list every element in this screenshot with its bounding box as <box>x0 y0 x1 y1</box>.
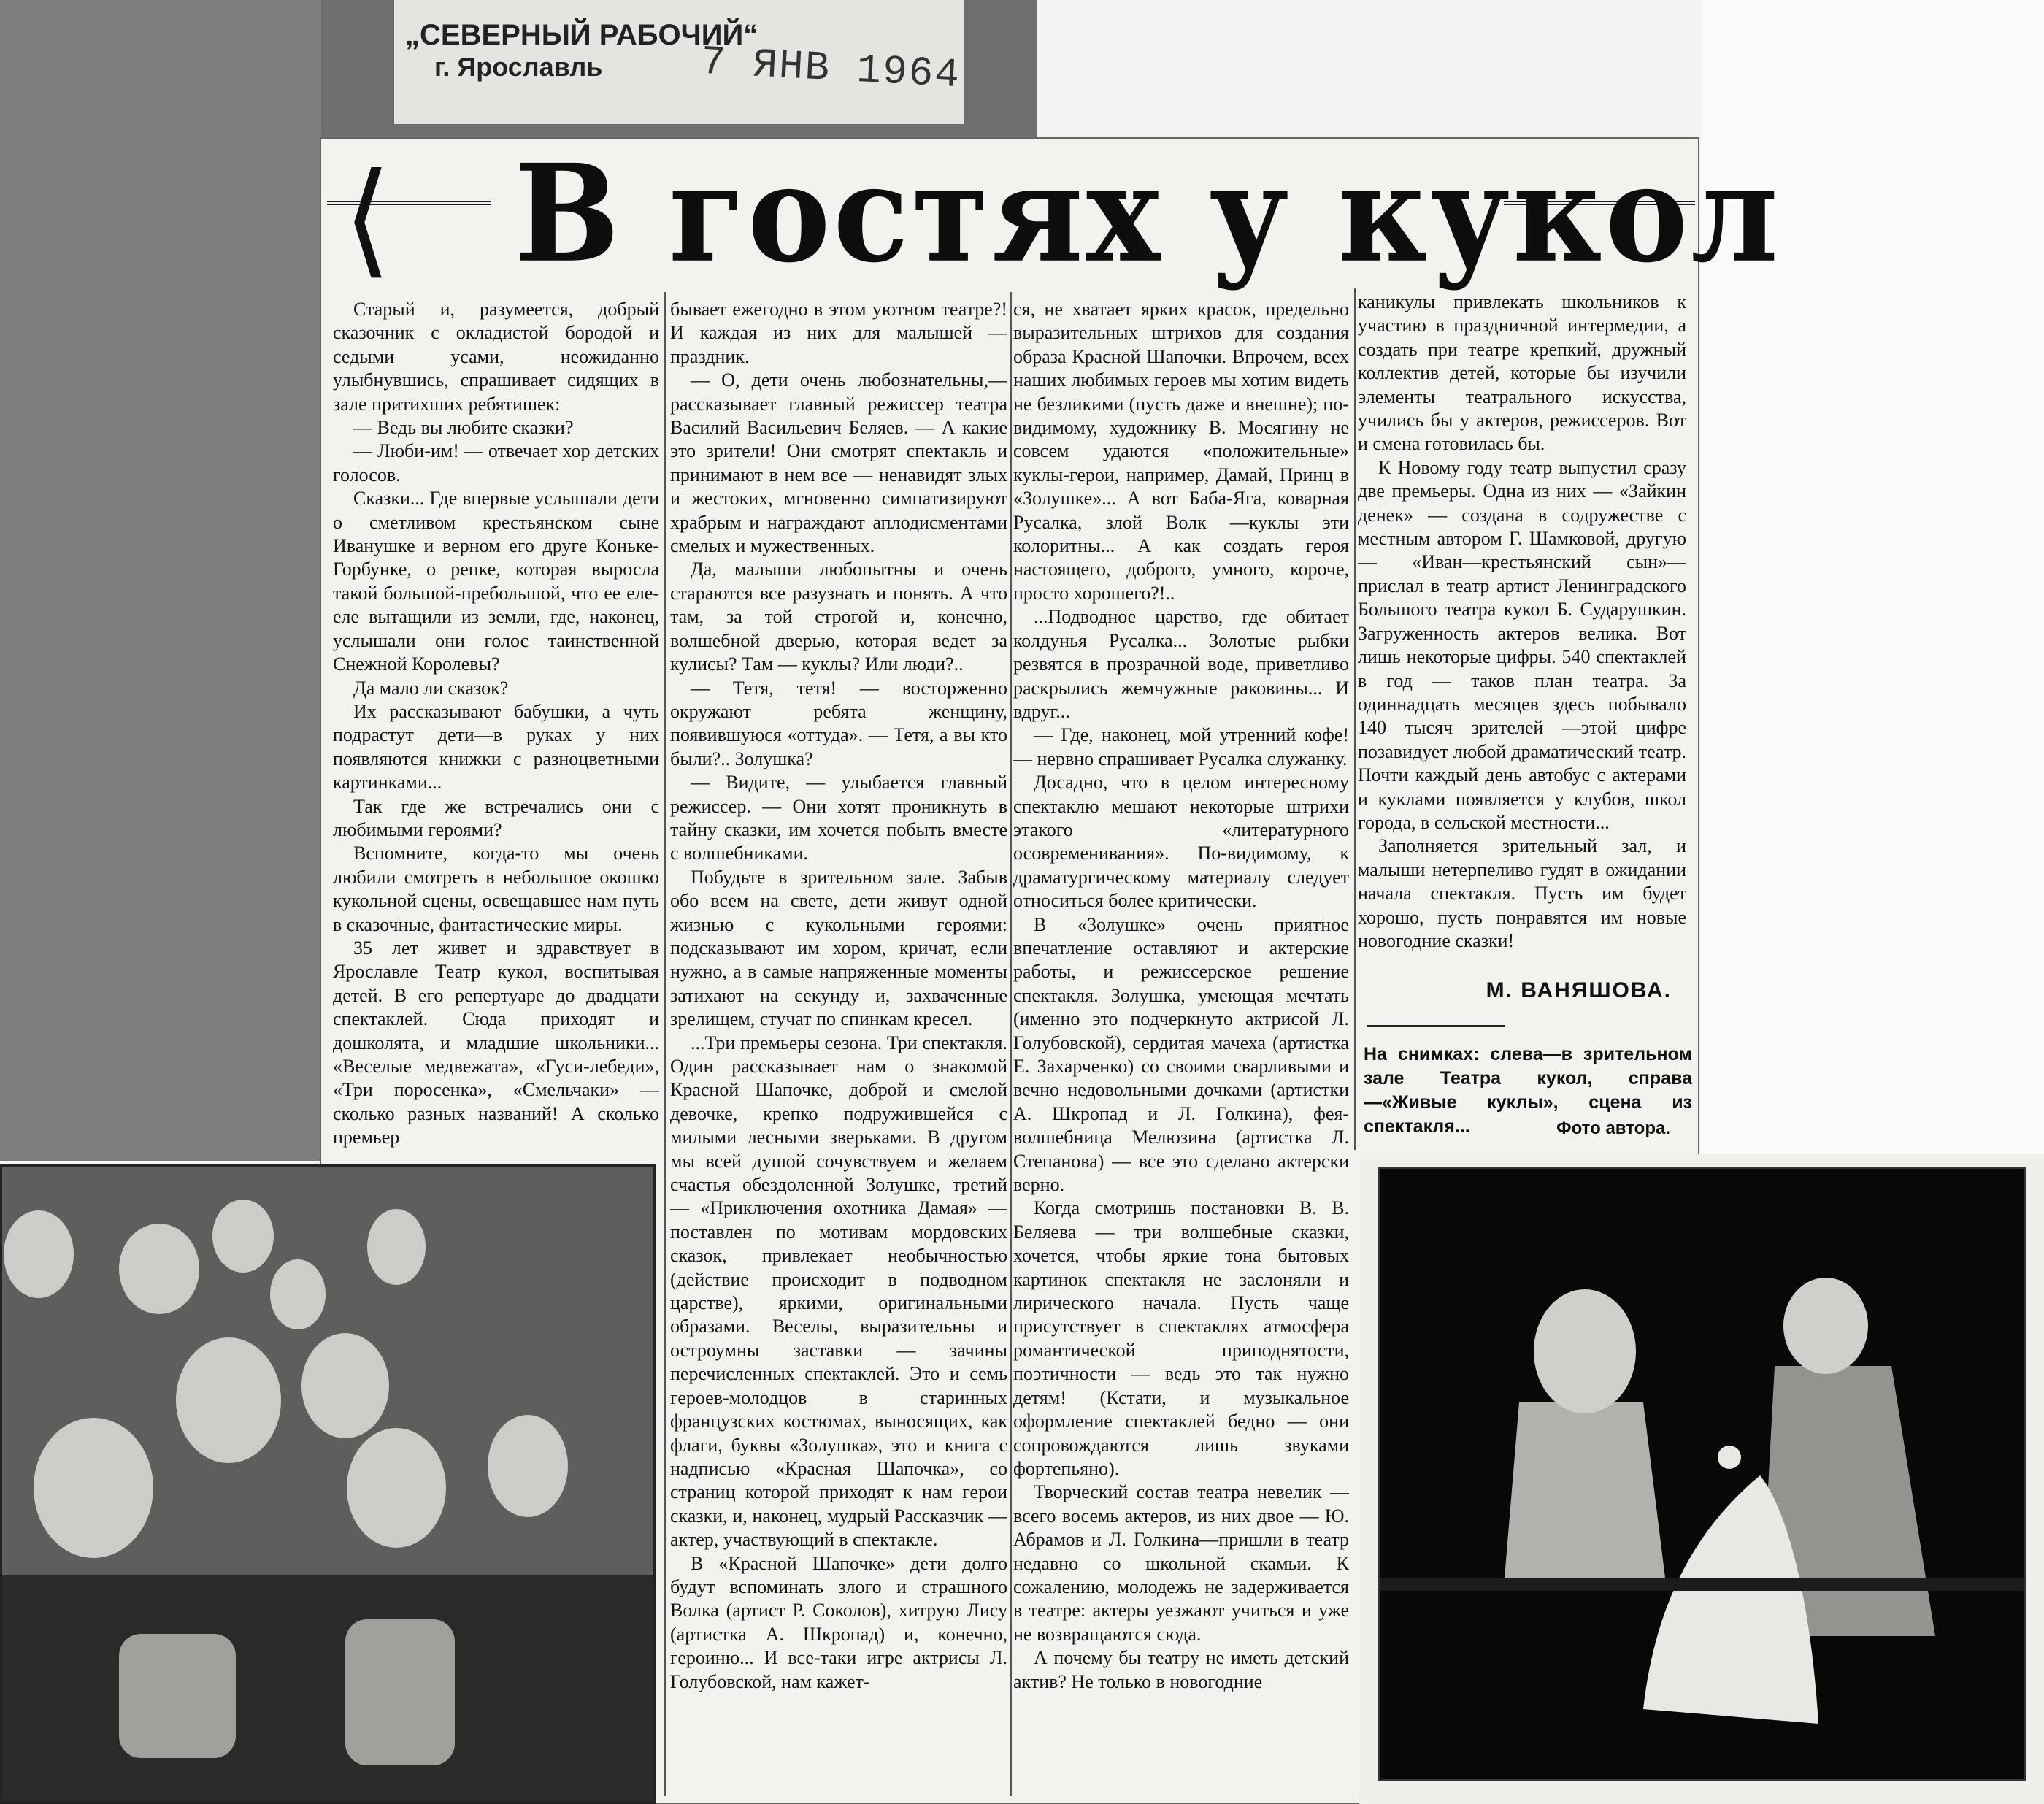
date-stamp: 7 ЯНВ 1964 <box>699 38 962 99</box>
paragraph: ...Подводное царство, где обитает колдунья Русалка... Золотые рыбки резвятся в прозрачной воде, приветливо раскрылись жемчужные раковины... И вдруг... <box>1013 606 1349 722</box>
paragraph: Так где же встречались они с любимыми героями? <box>333 795 659 840</box>
photo-credit: Фото автора. <box>1556 1118 1670 1138</box>
paragraph: Заполняется зрительный зал, и малыши нетерпеливо гудят в ожидании начала спектакля. Пусть им будет хорошо, пусть понравятся им новые новогодние сказки! <box>1358 835 1686 951</box>
newspaper-city: г. Ярославль <box>434 52 603 82</box>
article-column-3 <box>1013 298 1349 1787</box>
paragraph: В «Красной Шапочке» дети долго будут вспоминать злого и страшного Волка (артист Р. Соколов), хитрую Лису (артистка А. Шкропад) и, конечно, героиню... И все-таки игре актрисы Л. Голубовской, нам кажет- <box>670 1552 1007 1692</box>
paragraph: 35 лет живет и здравствует в Ярославле Театр кукол, воспитывая детей. В его репертуаре до двадцати спектаклей. Сюда приходят и дошколята, и младшие школьники... «Веселые медвежата», «Гуси-лебеди», «Три поросенка», «Смельчаки» — сколько разных названий! А сколько премьер <box>333 937 659 1148</box>
column-divider <box>1354 288 1356 1150</box>
paragraph: В «Золушке» очень приятное впечатление оставляют и актерские работы, и режиссерское решение спектакля. Золушка, умеющая мечтать (именно это подчеркнуто актрисой Л. Голубовской), сердитая мачеха (артистка Е. Захарченко) со своими сварливыми и вечно недовольными дочками (артистки А. Шкропад и Л. Голкина), фея-волшебница Мелюзина (артистка Л. Степанова) — все это сделано актерски верно. <box>1013 913 1349 1196</box>
paragraph: Да, малыши любопытны и очень стараются все разузнать и понять. А что там, за той строгой и, конечно, волшебной дверью, которая ведет за кулисы? Там — куклы? Или люди?.. <box>670 559 1007 675</box>
paragraph: Их рассказывают бабушки, а чуть подрастут дети—в руках у них появляются книжки с разноцветными картинками... <box>333 700 659 794</box>
children-audience-image <box>2 1167 653 1802</box>
newspaper-name: „СЕВЕРНЫЙ РАБОЧИЙ“ <box>405 19 758 51</box>
paragraph: Да мало ли сказок? <box>353 677 509 699</box>
photo-audience <box>0 1164 656 1804</box>
article-column-2 <box>670 298 1007 1787</box>
paragraph: Сказки... Где впервые услышали дети о сметливом крестьянском сыне Иванушке и верном его друге Коньке-Горбунке, о репке, которая выросла такой большой-пребольшой, что ее еле-еле вытащили из земли, где, наконец, услышали они голос таинственной Снежной Королевы? <box>333 488 659 675</box>
paragraph: Творческий состав театра невелик —всего восемь актеров, из них двое — Ю. Абрамов и Л. Голкина—пришли в театр недавно со школьной скамьи. К сожалению, молодежь не задерживается в театре: актеры уезжают учиться и уже не возвращаются сюда. <box>1013 1481 1349 1645</box>
paragraph: — Ведь вы любите сказки? <box>353 417 574 439</box>
paragraph: каникулы привлекать школьников к участию в праздничной интермедии, а создать при театре крепкий, дружный коллектив детей, которые бы изучили элементы театрального искусства, учились бы у актеров, режиссеров. Вот и смена готовилась бы. <box>1358 291 1686 455</box>
paragraph: — Где, наконец, мой утренний кофе! — нервно спрашивает Русалка служанку. <box>1013 724 1349 769</box>
paragraph: Досадно, что в целом интересному спектаклю мешают некоторые штрихи этакого «литературного осовременивания». По-видимому, к драматургическому материалу следует относиться более критически. <box>1013 772 1349 912</box>
paragraph: — Люби-им! — отвечает хор детских голосов. <box>333 440 659 485</box>
paragraph: К Новому году театр выпустил сразу две премьеры. Одна из них — «Зайкин денек» — создана в содружестве с местным автором Г. Шамковой, другую — «Иван—крестьянский сын»—прислал в театр артист Ленинградского Большого театра кукол Б. Сударушкин. Загруженность актеров велика. Вот лишь некоторые цифры. 540 спектаклей в год — таков план театра. За одиннадцать месяцев здесь побывало 140 тысяч зрителей —этой цифре позавидует любой драматический театр. Почти каждый день автобус с актерами и куклами появляется у клубов, школ города, в сельской местности... <box>1358 456 1686 833</box>
article-headline: В гостях у кукол <box>515 135 1782 293</box>
paragraph: — Видите, — улыбается главный режиссер. — Они хотят проникнуть в тайну сказки, им хочется побыть вместе с волшебниками. <box>670 772 1007 864</box>
photo-puppet-scene <box>1378 1167 2026 1781</box>
column-divider <box>664 292 666 1796</box>
paragraph: Побудьте в зрительном зале. Забыв обо всем на свете, дети живут одной жизнью с кукольными героями: подсказывают им хором, кричат, если нужно, а в самые напряженные моменты затихают на секунду и, захваченные зрелищем, стучат по спинкам кресел. <box>670 866 1007 1030</box>
paragraph: ся, не хватает ярких красок, предельно выразительных штрихов для создания образа Красной Шапочки. Впрочем, всех наших любимых героев мы хотим видеть не безликими (пусть даже и внешне); по-видимому, художнику В. Мосягину не совсем удаются «положительные» куклы-герои, например, Дамай, Принц в «Золушке»... А вот Баба-Яга, коварная Русалка, злой Волк —куклы эти колоритны... А как создать героя настоящего, доброго, умного, короче, просто хорошего?!.. <box>1013 299 1349 604</box>
photo-caption: На снимках: слева—в зрительном зале Театра кукол, справа—«Живые куклы», сцена из спектакля... <box>1364 1044 1692 1137</box>
bracket-ornament: ⟨ <box>343 147 392 291</box>
paragraph: А почему бы театру не иметь детский актив? Не только в новогодние <box>1013 1647 1349 1692</box>
article-column-1 <box>333 298 659 1168</box>
paragraph: — Тетя, тетя! — восторженно окружают ребята женщину, появившуюся «оттуда». — Тетя, а вы кто были?.. Золушка? <box>670 677 1007 769</box>
paragraph: Когда смотришь постановки В. В. Беляева — три волшебные сказки, хочется, чтобы яркие тона бытовых картинок спектакля не заслоняли и лирического начала. Пусть чаще присутствует в спектаклях атмосфера романтической приподнятости, поэтичности — ведь это так нужно детям! (Кстати, и музыкальное оформление спектаклей бедно — они сопровождаются лишь звуками фортепьяно). <box>1013 1197 1349 1479</box>
divider <box>1367 1025 1505 1027</box>
author-signature: М. ВАНЯШОВА. <box>1486 978 1672 1002</box>
paragraph: Вспомните, когда-то мы очень любили смотреть в небольшое окошко кукольной сцены, освещавшее нам путь в сказочные, фантастические миры. <box>333 842 659 935</box>
background-left <box>0 0 321 1161</box>
paragraph: Старый и, разумеется, добрый сказочник с окладистой бородой и седыми усами, неожиданно улыбнувшись, спрашивает сидящих в зале притихших ребятишек: <box>333 299 659 415</box>
paragraph: — О, дети очень любознательны,— рассказывает главный режиссер театра Василий Васильевич Беляев. — А какие это зрители! Они смотрят спектакль и принимают в нем все — ненавидят злых и жестоких, мгновенно симпатизируют храбрым и награждают аплодисментами смелых и мужественных. <box>670 369 1007 557</box>
paragraph: бывает ежегодно в этом уютном театре?! И каждая из них для малышей — праздник. <box>670 299 1007 367</box>
column-divider <box>1010 292 1012 1796</box>
paragraph: ...Три премьеры сезона. Три спектакля. Один рассказывает нам о знакомой Красной Шапочке, доброй и смелой девочке, крепко подружившейся с милыми лесными зверьками. В другом мы всей душой сочувствуем и желаем счастья обездоленной Золушке, третий — «Приключения охотника Дамая» — поставлен по мотивам мордовских сказок, привлекает необычностью (действие происходит в подводном царстве), яркими, оригинальными образами. Веселы, выразительны и остроумны заставки — зачины перечисленных спектаклей. Это и семь героев-молодцов в старинных французских костюмах, выносящих, как флаги, буквы «Золушка», это и книга с надписью «Красная Шапочка», со страниц которой приходят к нам герои сказки, и, наконец, мудрый Рассказчик — актер, участвующий в спектакле. <box>670 1032 1007 1551</box>
puppet-scene-image <box>1380 1169 2024 1779</box>
